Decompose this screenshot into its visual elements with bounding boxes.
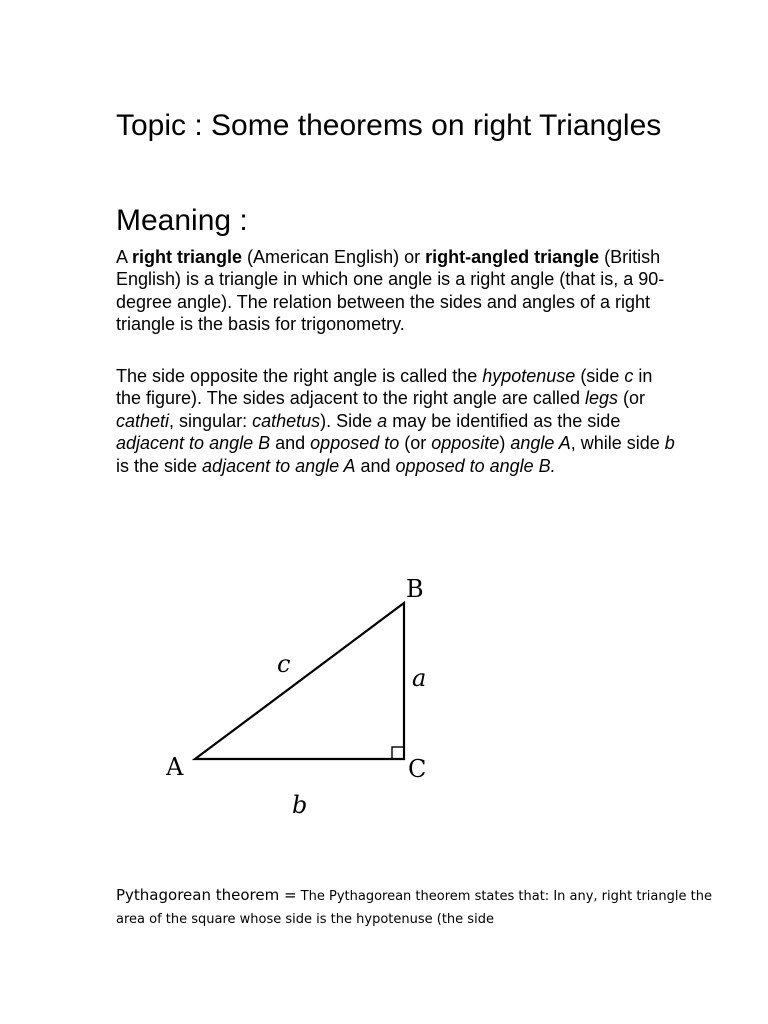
text-run: The side opposite the right angle is called the bbox=[116, 366, 483, 386]
text-run: a bbox=[377, 410, 388, 431]
text-run: c bbox=[624, 366, 634, 386]
topic-text: Some theorems on right Triangles bbox=[211, 109, 662, 142]
text-run: (side bbox=[575, 366, 625, 386]
text-run: right-angled triangle bbox=[425, 247, 600, 267]
hypotenuse-paragraph bbox=[116, 365, 676, 477]
meaning-heading: Meaning : bbox=[116, 204, 248, 237]
right-angle-marker bbox=[392, 747, 404, 759]
text-run: adjacent to angle B bbox=[116, 433, 271, 454]
definition-paragraph bbox=[116, 246, 676, 336]
text-run: catheti bbox=[116, 410, 170, 431]
text-run: (British English) is a triangle in which one angle is a right angle (that is, a 90-degree angle). The relation between the sides and angles of a right triangle is the basis for trigonometry. bbox=[116, 247, 665, 335]
text-run: and bbox=[270, 433, 311, 454]
right-triangle-figure bbox=[150, 565, 450, 825]
text-run: right triangle bbox=[132, 247, 243, 267]
text-run: b bbox=[664, 433, 675, 454]
text-run: ). Side bbox=[320, 410, 378, 431]
text-run: A bbox=[116, 247, 133, 267]
text-run: cathetus bbox=[252, 410, 321, 431]
text-run: in the figure). The sides adjacent to the right angle are called bbox=[116, 366, 653, 409]
text-run: adjacent to angle A bbox=[202, 455, 356, 476]
text-run: (or bbox=[618, 388, 645, 409]
text-run: ) bbox=[499, 433, 511, 454]
text-run: , singular: bbox=[169, 410, 253, 431]
topic-prefix: Topic : bbox=[116, 109, 212, 142]
text-run: opposed to angle B. bbox=[395, 455, 556, 476]
pythagorean-text: The Pythagorean theorem states that: In any, right triangle the area of the square whose side is the hypotenuse (the side bbox=[116, 889, 712, 927]
text-run: angle A bbox=[510, 433, 571, 454]
vertex-label-a: A bbox=[166, 753, 184, 781]
text-run: hypotenuse bbox=[482, 366, 576, 386]
triangle-outline bbox=[195, 603, 404, 759]
side-label-c: c bbox=[277, 650, 291, 678]
vertex-label-b: B bbox=[406, 575, 424, 603]
text-run: opposite bbox=[431, 433, 500, 454]
text-run: and bbox=[355, 455, 396, 476]
text-run: legs bbox=[584, 388, 618, 409]
text-run: , while side bbox=[570, 433, 665, 454]
pythagorean-paragraph bbox=[116, 884, 716, 931]
text-run: (American English) or bbox=[242, 247, 426, 267]
text-run: may be identified as the side bbox=[387, 410, 621, 431]
text-run: opposed to bbox=[310, 433, 400, 454]
text-run: (or bbox=[399, 433, 432, 454]
topic-title bbox=[116, 107, 716, 144]
pythagorean-term: Pythagorean theorem = bbox=[116, 886, 297, 904]
text-run: is the side bbox=[116, 455, 203, 476]
side-label-a: a bbox=[412, 664, 427, 692]
side-label-b: b bbox=[292, 791, 308, 819]
vertex-label-c: C bbox=[408, 755, 427, 783]
